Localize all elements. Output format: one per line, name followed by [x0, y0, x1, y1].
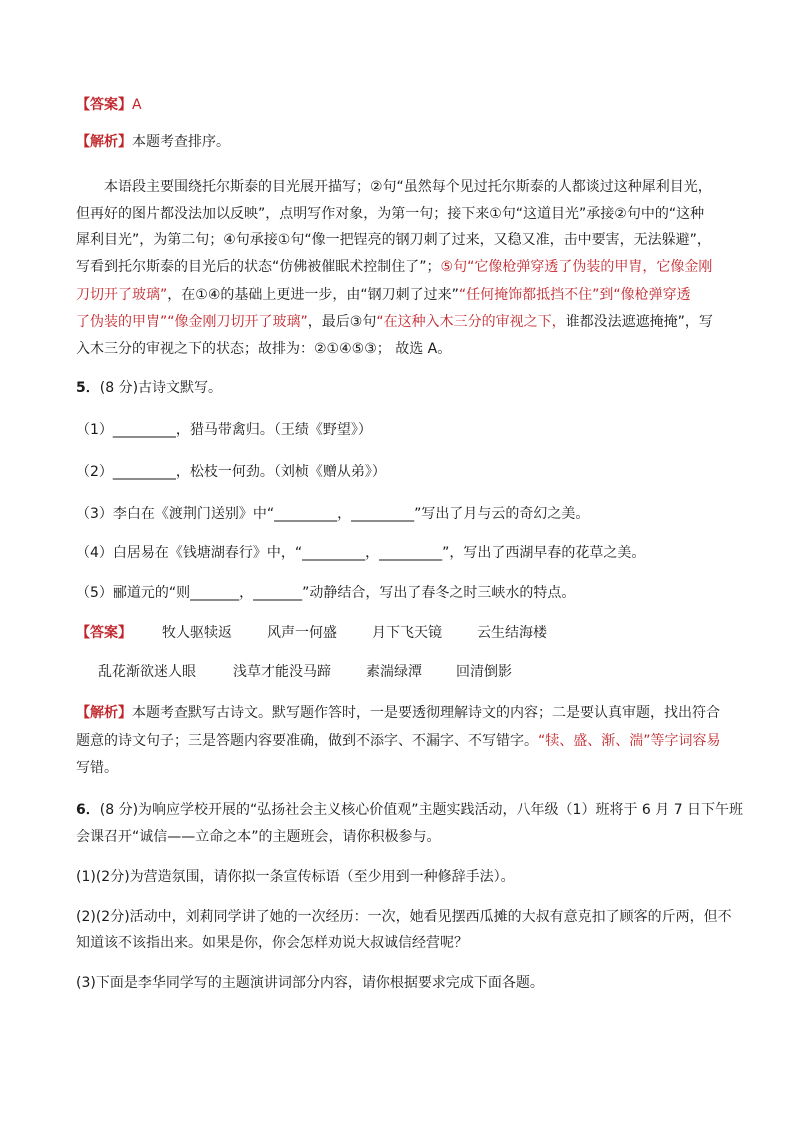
- body-text: 题意的诗文句子；三是答题内容要准确，做到不添字、不漏字、不写错字。: [76, 733, 538, 749]
- body-text: 写错。: [76, 760, 118, 776]
- q6-sub-question-2-line-2: 知道该不该指出来。如果是你，你会怎样劝说大叔诚信经营呢？: [76, 935, 468, 951]
- q6-sub-question-2-line-1: (2)(2分)活动中，刘莉同学讲了她的一次经历：一次，她看见摆西瓜摊的大叔有意克扣了顾客的斤两，但不: [76, 909, 732, 925]
- q5-answer-6: 浅草才能没马蹄: [233, 664, 331, 680]
- q4para-line: [76, 338, 726, 360]
- q6-sub-question-1: (1)(2分)为营造氛围，请你拟一条宣传标语（至少用到一种修辞手法）。: [76, 869, 515, 885]
- q5-answer-row-2: [98, 661, 748, 683]
- highlighted-text: “犊、盛、渐、湍”等字词容易: [538, 733, 721, 749]
- q5-answer-3: 月下飞天镜: [372, 625, 442, 641]
- q5analysis-line: [76, 702, 726, 724]
- highlighted-text: “在这种入木三分的审视之下，: [376, 314, 566, 330]
- highlighted-text: 了伪装的甲胄”“像金刚刀切开了玻璃”: [76, 314, 308, 330]
- q5-item-2: （2）_________，松枝一何劲。（刘桢《赠从弟》）: [76, 464, 386, 480]
- q6-heading-text: 为响应学校开展的“弘扬社会主义核心价值观”主题实践活动，八年级（1）班将于 6 月 7 日下午班: [138, 802, 744, 818]
- q5analysis-line: [76, 730, 726, 752]
- analysis-tag: 【解析】: [76, 134, 132, 150]
- q5-answer-4: 云生结海楼: [477, 625, 547, 641]
- answer-tag: 【答案】: [76, 625, 132, 641]
- body-text: 本语段主要围绕托尔斯泰的目光展开描写；②句“虽然每个见过托尔斯泰的人都谈过这种犀利目光，: [104, 179, 712, 195]
- answer-value: A: [132, 97, 142, 113]
- q5-item-4: （4）白居易在《钱塘湖春行》中，“_________，_________”，写出了西湖早春的花草之美。: [76, 545, 646, 561]
- q5-number: 5．: [76, 380, 100, 396]
- q5-answer-1: 牧人驱犊返: [162, 625, 232, 641]
- q5-answer-8: 回清倒影: [456, 664, 512, 680]
- body-text: ，在①④的基础上更进一步，由“钢刀刺了过来”: [167, 287, 459, 303]
- q5-item-1: （1）_________，猎马带禽归。（王绩《野望》）: [76, 422, 372, 438]
- q5-heading: [76, 377, 726, 399]
- q4para-line: [76, 203, 726, 225]
- body-text: 入木三分的审视之下的状态；故排为：②①④⑤③； 故选 A。: [76, 341, 452, 357]
- q5-answer-5: 乱花渐欲迷人眼: [98, 664, 196, 680]
- body-text: 谁都没法遮遮掩掩”，写: [565, 314, 713, 330]
- q5-answer-row-1: [76, 622, 726, 644]
- body-text: 犀利目光”，为第二句；④句承接①句“像一把锃亮的钢刀刺了过来，又稳又准，击中要害，无法躲避”，: [76, 232, 711, 248]
- q5-answer-2: 风声一何盛: [267, 625, 337, 641]
- highlighted-text: “任何掩饰都抵挡不住”到“像枪弹穿透: [458, 287, 691, 303]
- analysis-intro: 本题考查排序。: [132, 134, 230, 150]
- q4para-line: [76, 284, 726, 306]
- body-text: ，最后③句: [307, 314, 377, 330]
- q4para-line: [76, 229, 726, 251]
- body-text: 本题考查默写古诗文。默写题作答时，一是要透彻理解诗文的内容；二是要认真审题，找出符合: [132, 705, 720, 721]
- body-text: 但再好的图片都没法加以反映”，点明写作对象，为第一句；接下来①句“这道目光”承接②句中的“这种: [76, 206, 705, 222]
- q4para-line: [76, 311, 726, 333]
- analysis-tag: 【解析】: [76, 705, 132, 721]
- q5analysis-line: [76, 757, 726, 779]
- q4-analysis-line: [76, 131, 726, 153]
- q5-item-5: （5）郦道元的“则_______，_______”动静结合，写出了春冬之时三峡水的特点。: [76, 585, 576, 601]
- body-text: 写看到托尔斯泰的目光后的状态“仿佛被催眠术控制住了”；: [76, 259, 441, 275]
- q4para-line: [76, 256, 726, 278]
- highlighted-text: 刀切开了玻璃”: [76, 287, 168, 303]
- q5-item-3: （3）李白在《渡荆门送别》中“_________，_________”写出了月与云的奇幻之美。: [76, 506, 590, 522]
- q4para-line: [104, 176, 754, 198]
- highlighted-text: ⑤句“它像枪弹穿透了伪装的甲胄，它像金刚: [440, 259, 713, 275]
- q6-heading-line-2: 会课召开“诚信——立命之本”的主题班会，请你积极参与。: [76, 829, 441, 845]
- q6-number: 6．: [76, 802, 100, 818]
- q6-heading-line-1: [76, 799, 744, 821]
- answer-tag: 【答案】: [76, 97, 132, 113]
- q4-answer-line: [76, 94, 726, 116]
- q6-score: (8 分): [99, 802, 139, 818]
- q5-score: (8 分): [99, 380, 139, 396]
- q6-sub-question-3: (3)下面是李华同学写的主题演讲词部分内容，请你根据要求完成下面各题。: [76, 975, 544, 991]
- q5-answer-7: 素湍绿潭: [366, 664, 422, 680]
- q5-heading-text: 古诗文默写。: [138, 380, 223, 396]
